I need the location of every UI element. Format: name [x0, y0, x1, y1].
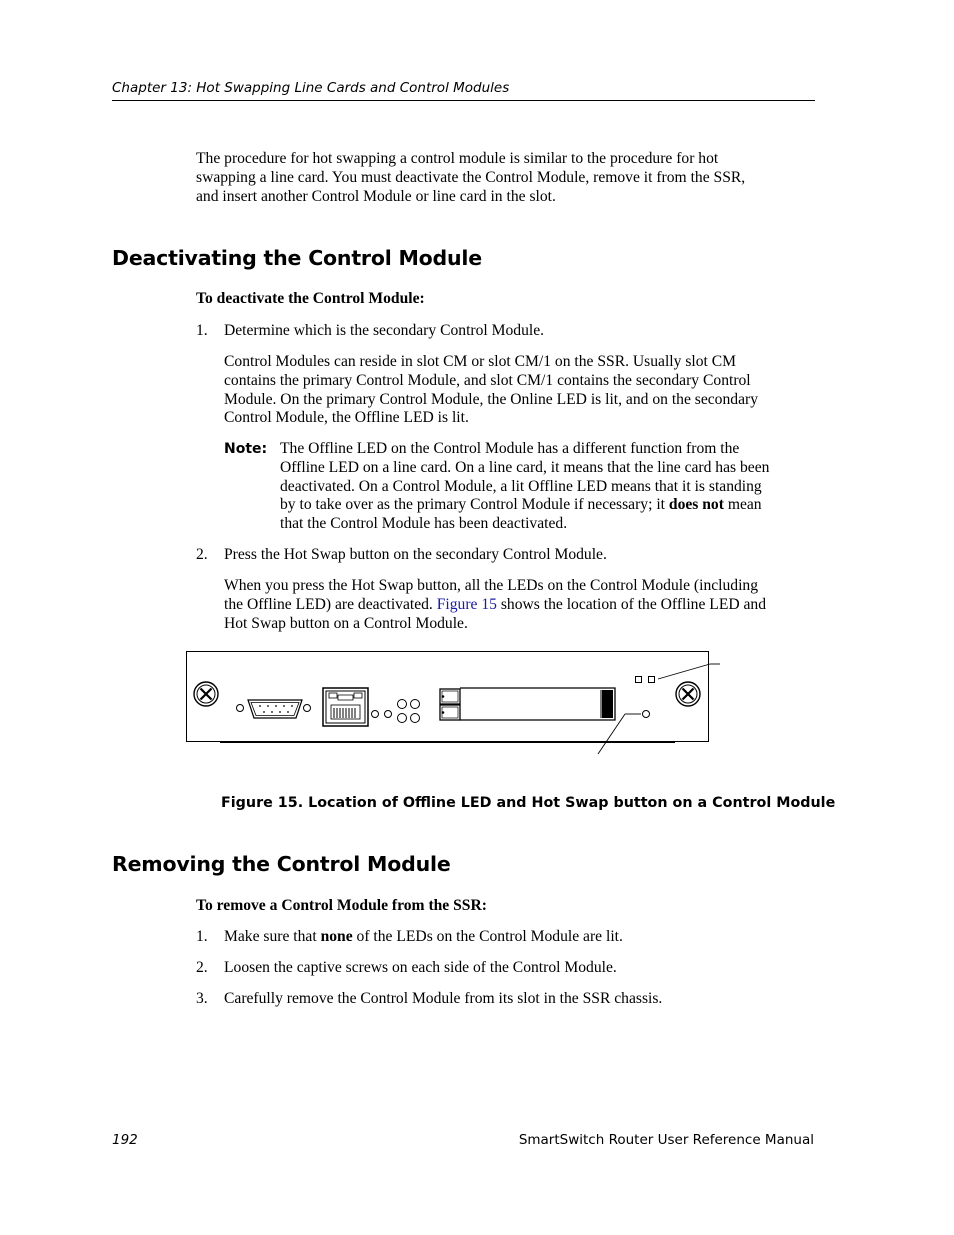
note-line: The Offline LED on the Control Module has a different function from the: [280, 440, 740, 457]
right-captive-screw: [676, 682, 700, 706]
ethernet-port: [323, 688, 368, 726]
note-line: [280, 496, 820, 515]
step-number: 1.: [196, 322, 208, 339]
step-text: Determine which is the secondary Control Module.: [224, 322, 545, 339]
explanation-line: Control Modules can reside in slot CM or slot CM/1 on the SSR. Usually slot CM: [224, 353, 737, 370]
section-heading-deactivating: Deactivating the Control Module: [112, 246, 482, 270]
intro-paragraph: [196, 150, 816, 206]
section-heading-removing: Removing the Control Module: [112, 852, 451, 876]
note-text: mean: [723, 496, 762, 514]
explanation-line: Module. On the primary Control Module, the Online LED is lit, and on the secondary: [224, 390, 758, 408]
step-text: [224, 928, 623, 947]
explanation-line: Control Module, the Offline LED is lit.: [224, 409, 469, 427]
explanation-text: shows the location of the Offline LED and: [496, 595, 767, 613]
step-explanation: [224, 353, 824, 428]
status-leds: [372, 700, 420, 723]
note-emphasis: does not: [668, 496, 724, 514]
step-explanation: [224, 577, 824, 633]
offline-led-squares: [636, 677, 655, 683]
explanation-line: [224, 596, 824, 615]
step-number: 1.: [196, 928, 208, 945]
hot-swap-button: [643, 711, 650, 718]
step-emphasis: none: [320, 928, 353, 945]
step-number: 2.: [196, 546, 208, 563]
procedure-title-remove: To remove a Control Module from the SSR:: [196, 897, 487, 914]
serial-port: [237, 700, 311, 718]
explanation-line: When you press the Hot Swap button, all the LEDs on the Control Module (including: [224, 577, 759, 594]
step-number: 2.: [196, 959, 208, 976]
note-line: that the Control Module has been deactivated.: [280, 515, 568, 533]
procedure-title-deactivate: To deactivate the Control Module:: [196, 290, 425, 307]
explanation-line: Hot Swap button on a Control Module.: [224, 614, 468, 632]
intro-line-1: The procedure for hot swapping a control module is similar to the procedure for hot: [196, 150, 719, 167]
faceplate-outline: [187, 652, 709, 742]
intro-line-2: swapping a line card. You must deactivate the Control Module, remove it from the SSR,: [196, 168, 746, 186]
note-body: [280, 440, 820, 534]
note-label: Note:: [224, 441, 268, 457]
explanation-text: the Offline LED) are deactivated.: [224, 595, 437, 613]
step-text-part: of the LEDs on the Control Module are lit.: [352, 928, 623, 945]
manual-title: SmartSwitch Router User Reference Manual: [518, 1132, 814, 1148]
page-number: 192: [112, 1132, 138, 1148]
explanation-line: contains the primary Control Module, and slot CM/1 contains the secondary Control: [224, 371, 751, 389]
running-header: Chapter 13: Hot Swapping Line Cards and Control Modules: [112, 80, 510, 96]
note-line: deactivated. On a Control Module, a lit Offline LED means that it is standing: [280, 477, 762, 495]
header-rule: [112, 100, 815, 101]
figure-15-link[interactable]: Figure 15: [436, 595, 497, 613]
step-text: Carefully remove the Control Module from its slot in the SSR chassis.: [224, 990, 663, 1007]
figure-caption: Figure 15. Location of Offline LED and Hot Swap button on a Control Module: [221, 795, 836, 811]
note-line: Offline LED on a line card. On a line card, it means that the line card has been: [280, 458, 770, 476]
intro-line-3: and insert another Control Module or line card in the slot.: [196, 187, 556, 205]
control-module-figure: [180, 645, 740, 760]
step-text: Press the Hot Swap button on the secondary Control Module.: [224, 546, 607, 563]
pc-card-slots: [440, 688, 615, 720]
step-text-part: Make sure that: [224, 928, 321, 945]
step-number: 3.: [196, 990, 208, 1007]
offline-led-callout-line: [658, 664, 710, 679]
left-captive-screw: [194, 682, 218, 706]
note-text: by to take over as the primary Control Module if necessary; it: [280, 496, 669, 514]
step-text: Loosen the captive screws on each side of the Control Module.: [224, 959, 617, 976]
